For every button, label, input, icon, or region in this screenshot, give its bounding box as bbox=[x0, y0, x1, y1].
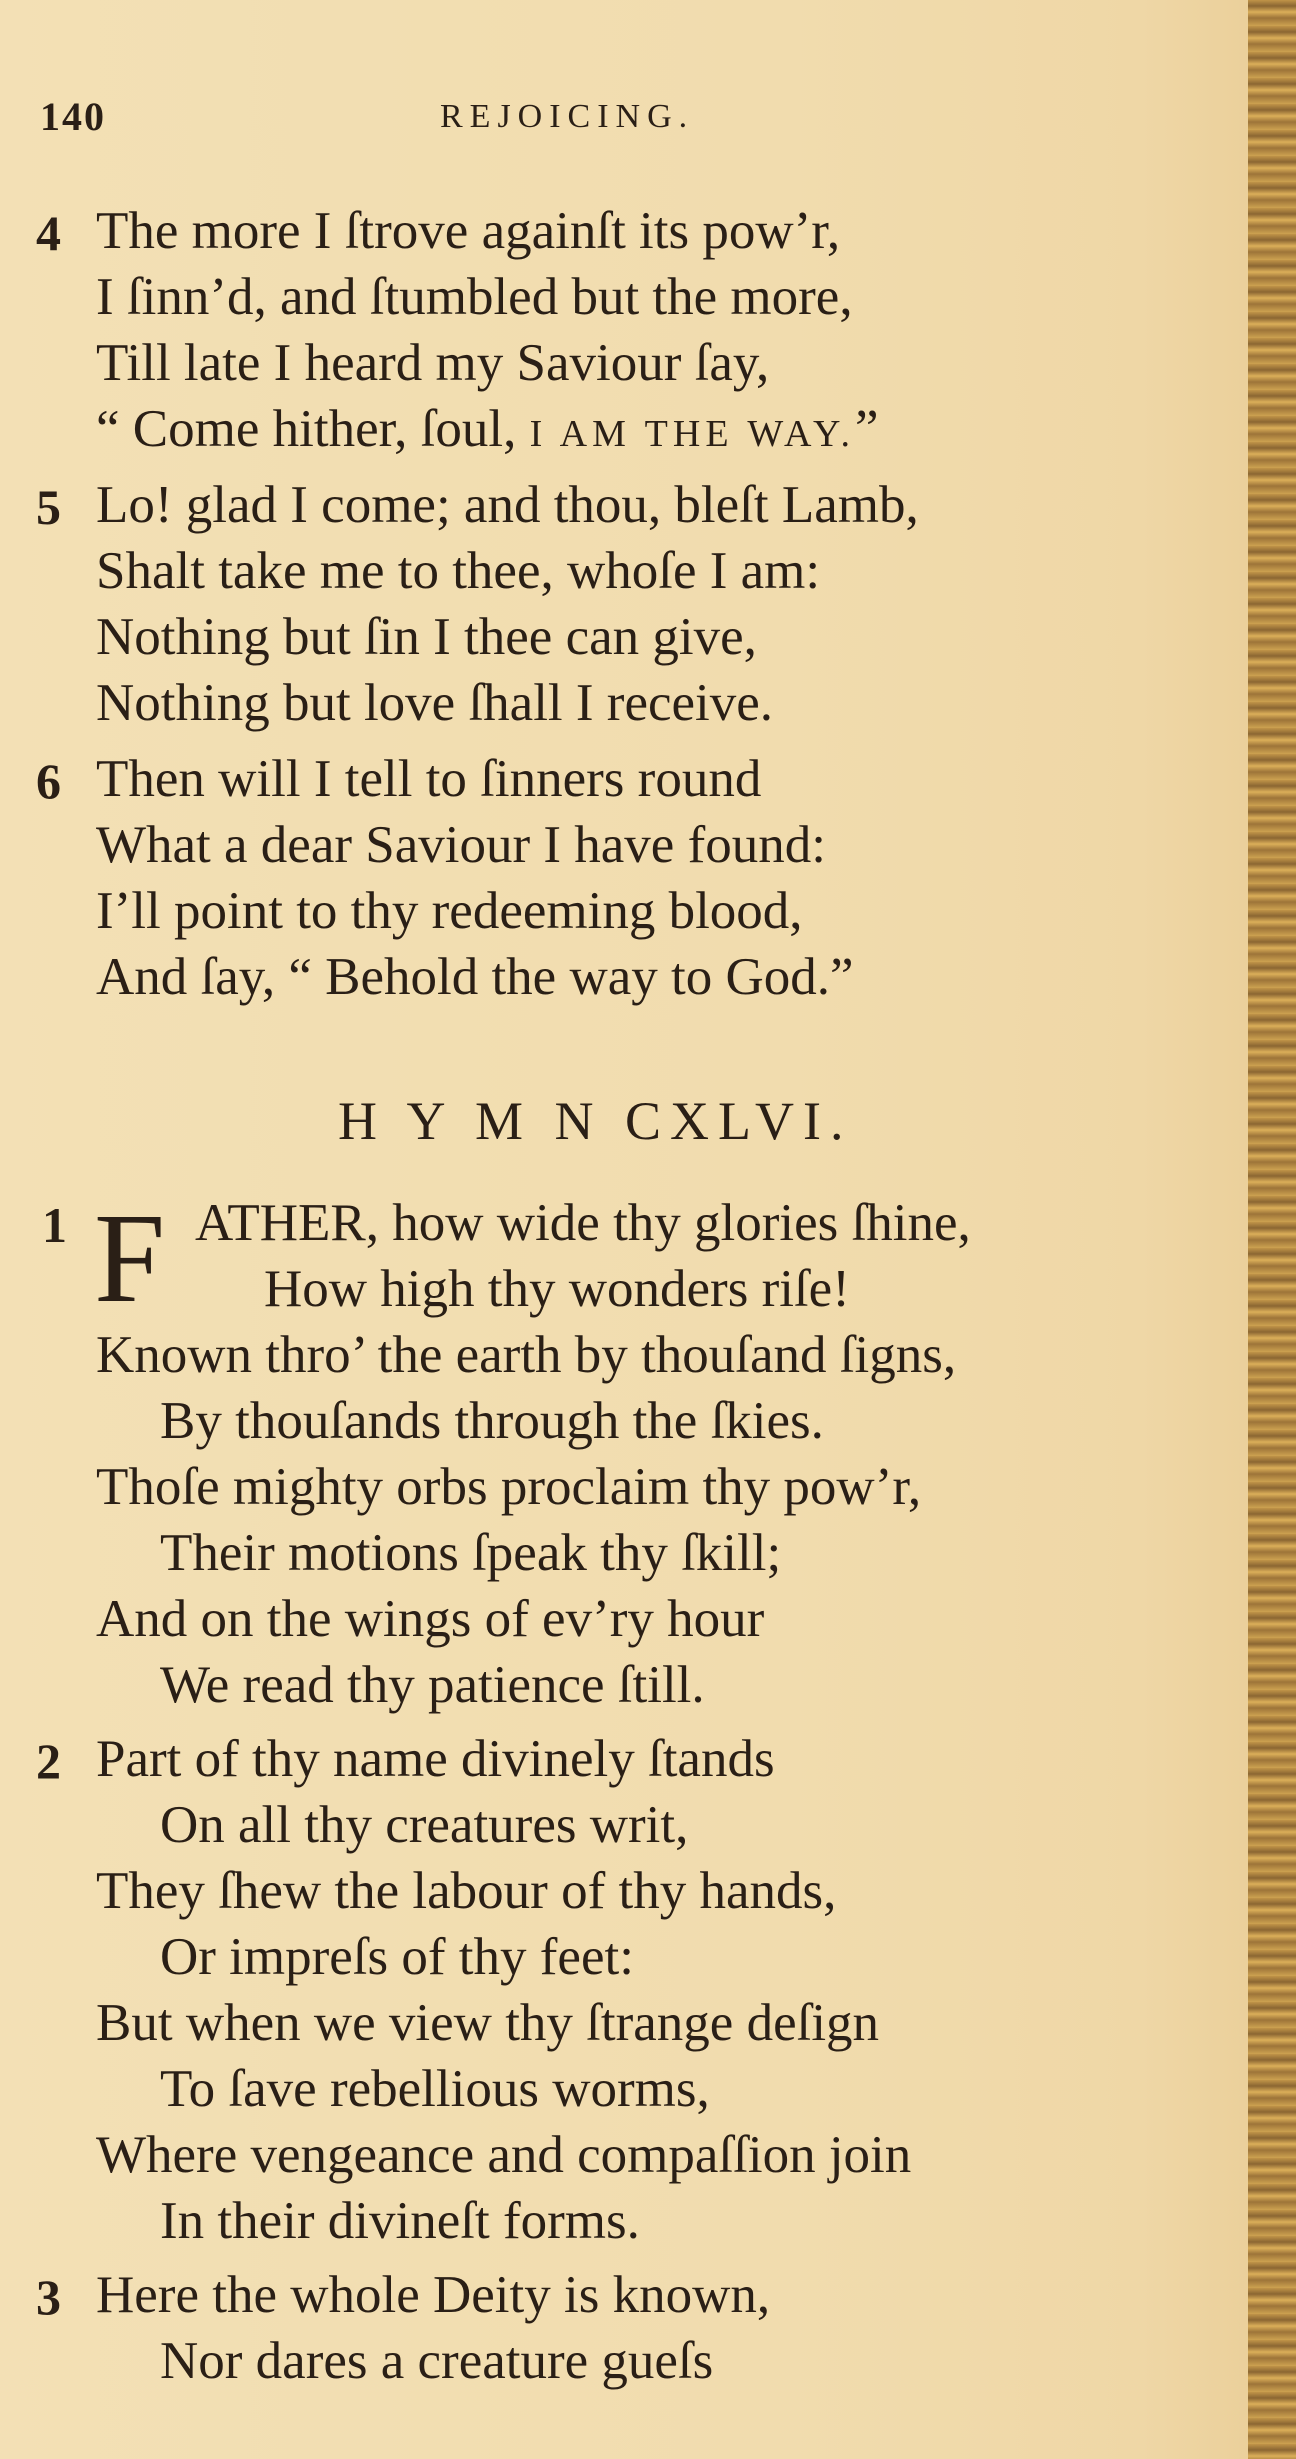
verse-line: The more I ſtrove againſt its pow’r, bbox=[96, 202, 841, 260]
verse-line-text: “ Come hither, ſoul, bbox=[96, 400, 530, 458]
verse-line: Thoſe mighty orbs proclaim thy pow’r, bbox=[96, 1458, 922, 1516]
verse-line: By thouſands through the ſkies. bbox=[160, 1392, 824, 1450]
running-title: REJOICING. bbox=[440, 98, 695, 135]
verse-line: Here the whole Deity is known, bbox=[96, 2266, 771, 2324]
verse-number: 4 bbox=[36, 205, 61, 261]
drop-cap: F bbox=[94, 1187, 166, 1329]
hymn-title: H Y M N CXLVI. bbox=[338, 1091, 853, 1151]
verse-line: Part of thy name divinely ſtands bbox=[96, 1730, 775, 1788]
verse-line: Their motions ſpeak thy ſkill; bbox=[160, 1524, 782, 1582]
verse-number: 2 bbox=[36, 1733, 61, 1789]
page-edge bbox=[1248, 0, 1296, 2459]
verse-line: Known thro’ the earth by thouſand ſigns, bbox=[96, 1326, 957, 1384]
close-quote: ” bbox=[855, 400, 879, 458]
verse-line: In their divineſt forms. bbox=[160, 2192, 640, 2250]
verse-line: Nothing but love ſhall I receive. bbox=[96, 674, 774, 732]
verse-line: Lo! glad I come; and thou, bleſt Lamb, bbox=[96, 476, 919, 534]
verse-line: And on the wings of ev’ry hour bbox=[96, 1590, 765, 1648]
verse-number: 3 bbox=[36, 2269, 61, 2325]
verse-line: How high thy wonders riſe! bbox=[264, 1260, 850, 1318]
verse-line: I’ll point to thy redeeming blood, bbox=[96, 882, 803, 940]
verse-line: Where vengeance and compaſſion join bbox=[96, 2126, 912, 2184]
verse-line: To ſave rebellious worms, bbox=[160, 2060, 710, 2118]
verse-line: I ſinn’d, and ſtumbled but the more, bbox=[96, 268, 853, 326]
verse-line: We read thy patience ſtill. bbox=[160, 1656, 705, 1714]
verse-number: 1 bbox=[42, 1197, 67, 1253]
verse-line: Then will I tell to ſinners round bbox=[96, 750, 762, 808]
verse-line: Till late I heard my Saviour ſay, bbox=[96, 334, 770, 392]
page-number: 140 bbox=[40, 94, 106, 139]
verse-line: On all thy creatures writ, bbox=[160, 1796, 689, 1854]
verse-line: Shalt take me to thee, whoſe I am: bbox=[96, 542, 821, 600]
verse-line: ATHER, how wide thy glories ſhine, bbox=[195, 1194, 971, 1252]
verse-line: What a dear Saviour I have found: bbox=[96, 816, 826, 874]
verse-line: But when we view thy ſtrange deſign bbox=[96, 1994, 880, 2052]
verse-line: They ſhew the labour of thy hands, bbox=[96, 1862, 837, 1920]
verse-line: Nothing but ſin I thee can give, bbox=[96, 608, 757, 666]
verse-line-with-small-caps bbox=[96, 396, 879, 467]
verse-line: And ſay, “ Behold the way to God.” bbox=[96, 948, 854, 1006]
verse-line: Or impreſs of thy feet: bbox=[160, 1928, 634, 1986]
small-caps-text: I AM THE WAY. bbox=[529, 413, 856, 455]
verse-number: 6 bbox=[36, 753, 61, 809]
verse-number: 5 bbox=[36, 479, 61, 535]
verse-line: Nor dares a creature gueſs bbox=[160, 2332, 714, 2390]
